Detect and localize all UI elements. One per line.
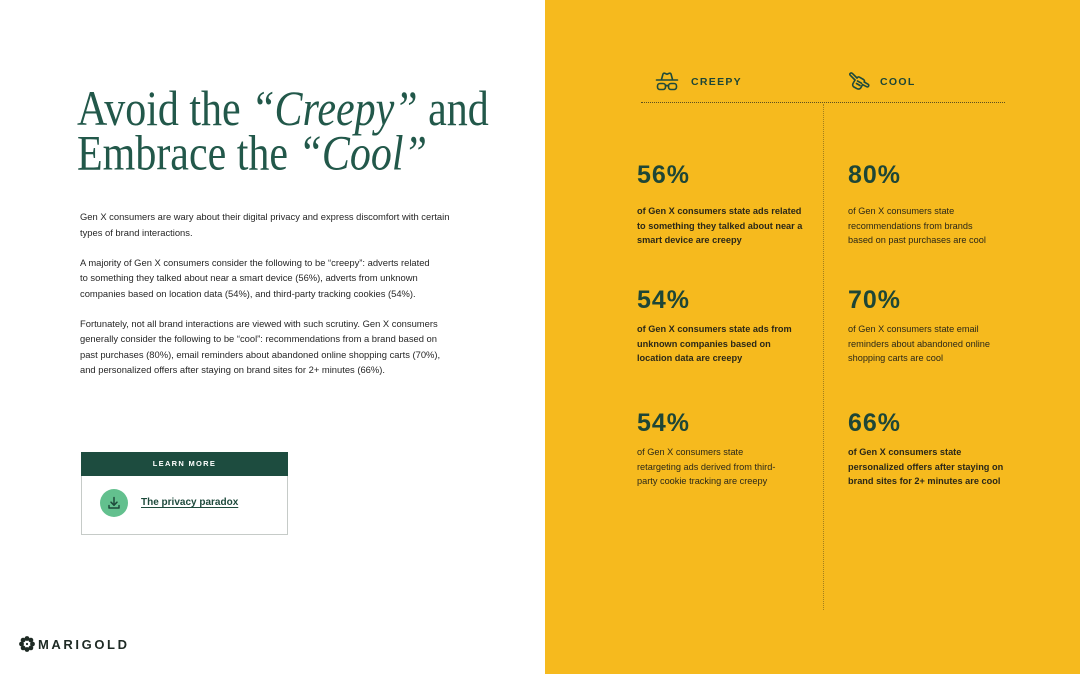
spy-glasses-icon [655, 71, 679, 93]
intro-text [80, 209, 520, 392]
intro-paragraph: Gen X consumers are wary about their digital privacy and express discomfort with certain types of brand interactions. [80, 211, 450, 238]
creepy-stat-third-party-cookies [637, 411, 842, 489]
title-line-1 [77, 82, 489, 137]
cool-stat-recommendations [848, 163, 1053, 248]
cool-column-header: COOL [880, 76, 916, 88]
learn-more-card [81, 452, 288, 535]
learn-more-header: LEARN MORE [81, 452, 288, 476]
cool-stat-email-reminders [848, 288, 1053, 366]
stat-value: 54% [637, 286, 691, 314]
stat-value: 80% [848, 161, 902, 189]
comparison-panel [545, 0, 1080, 674]
creepy-stat-location-data [637, 288, 842, 366]
stat-description: of Gen X consumers state ads related to something they talked about near a smart device are creepy [637, 206, 803, 245]
privacy-paradox-link[interactable]: The privacy paradox [141, 497, 239, 508]
stat-description: of Gen X consumers state email reminders about abandoned online shopping carts are cool [848, 324, 991, 363]
creepy-column-header: CREEPY [691, 76, 742, 88]
stat-value: 66% [848, 409, 902, 437]
shaka-hand-icon [847, 70, 871, 94]
title-cool-emphasis: “Cool” [298, 127, 427, 182]
creepy-summary-paragraph: A majority of Gen X consumers consider the following to be “creepy”: adverts related to something they talked about near a smart device (56%), adverts from unknown companies based on location data (54%), and third-party tracking cookies (54%). [80, 256, 430, 299]
marigold-logo [18, 635, 138, 655]
logo-wordmark: MARIGOLD [38, 637, 130, 652]
stat-description: of Gen X consumers state ads from unknown companies based on location data are creepy [637, 324, 792, 363]
title-line-2 [77, 127, 489, 182]
download-button[interactable] [100, 489, 128, 517]
stat-description: of Gen X consumers state recommendations from brands based on past purchases are cool [848, 206, 986, 245]
stat-value: 70% [848, 286, 902, 314]
cool-stat-personalized-offers [848, 411, 1053, 489]
title-creepy-emphasis: “Creepy” [251, 82, 418, 137]
creepy-stat-smart-device [637, 163, 842, 248]
header-divider [641, 102, 1005, 103]
stat-value: 56% [637, 161, 691, 189]
cool-summary-paragraph: Fortunately, not all brand interactions are viewed with such scrutiny. Gen X consumers generally consider the following to be “cool”: recommendations from a brand based on past purchases (80%), email reminders about abandoned online shopping carts (70%), and personalized offers after staying on brand sites for 2+ minutes (66%). [80, 317, 441, 375]
stat-description: of Gen X consumers state retargeting ads derived from third- party cookie tracking are creepy [637, 447, 776, 486]
download-icon [107, 496, 121, 510]
page-title [77, 82, 489, 182]
stat-description: of Gen X consumers state personalized offers after staying on brand sites for 2+ minutes are cool [848, 447, 1004, 486]
title-line-1-end: and [417, 82, 489, 137]
title-line-2-start: Embrace the [77, 127, 299, 182]
stat-value: 54% [637, 409, 691, 437]
title-line-1-start: Avoid the [77, 82, 252, 137]
marigold-flower-icon [18, 635, 36, 653]
